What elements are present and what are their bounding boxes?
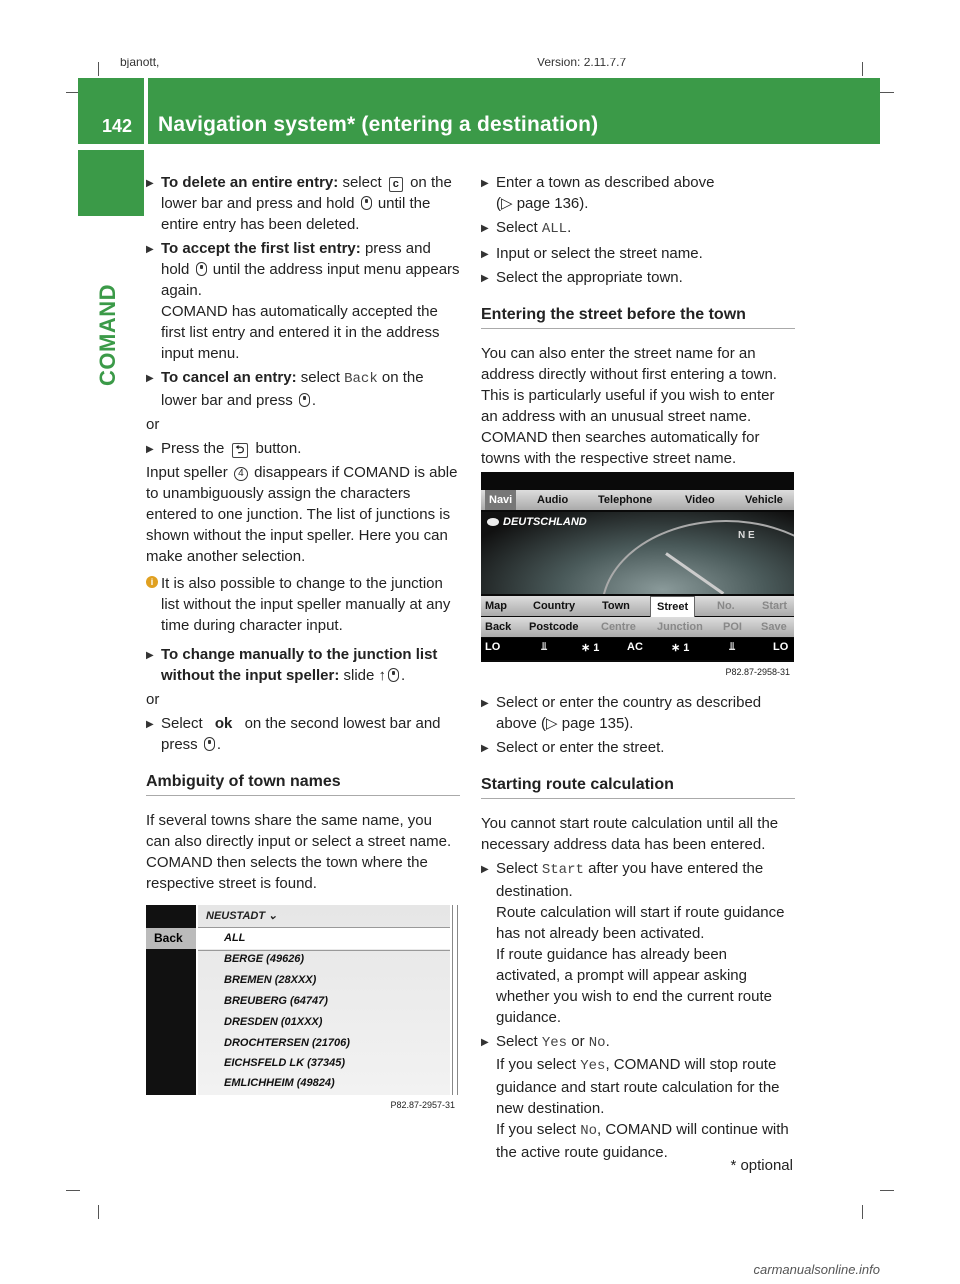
menu-junction[interactable]: Junction (657, 621, 703, 633)
callout-number: 4 (234, 467, 248, 481)
side-label: COMAND (95, 284, 120, 386)
list-item[interactable]: ALL (224, 932, 246, 944)
lower-bar (481, 617, 794, 637)
climate-status-bar (481, 638, 794, 660)
section-heading: Ambiguity of town names (146, 771, 460, 796)
info-text: It is also possible to change to the junction list without the input speller manually at any time during character input. (161, 575, 451, 634)
list-item[interactable]: EICHSFELD LK (37345) (224, 1057, 346, 1069)
text: If route guidance has already been activated, a prompt will appear asking whether you wish to end the current route guidance. (496, 946, 772, 1026)
divider (198, 950, 450, 951)
text: button. (255, 440, 302, 457)
text: Select (496, 860, 538, 877)
step (146, 438, 460, 459)
step: ▶ Select Yes or No. If you select Yes, COMAND will stop route guidance and start route calculation for the new destination. If you select No, COMAND will continue with the active route guidance. (481, 1031, 795, 1163)
text: on the lower bar and press (161, 369, 424, 409)
fan-left: ∗ 1 (581, 642, 600, 654)
step: ▶ To cancel an entry: select Back on the lower bar and press . (146, 367, 460, 411)
fan-right: ∗ 1 (671, 642, 690, 654)
text: on the lower bar and press and hold (161, 174, 452, 212)
compass-label: N E (738, 530, 755, 541)
text: , COMAND will stop route guidance and start route calculation for the new destination. (496, 1056, 780, 1117)
page-number-box (78, 78, 144, 144)
figure-caption: P82.87-2958-31 (725, 667, 790, 677)
menu-item-ref: Yes (541, 1035, 568, 1051)
info-note (146, 573, 460, 636)
step (146, 238, 460, 364)
text: press and hold (161, 240, 431, 278)
compass-dial (601, 520, 794, 594)
menu-map[interactable]: Map (485, 600, 507, 612)
text: COMAND has automatically accepted the first list entry and entered it in the address input menu. (161, 303, 440, 362)
paragraph: You cannot start route calculation until all the necessary address data has been entered. (481, 815, 779, 853)
text: If you select (496, 1121, 577, 1138)
page-number: 142 (102, 116, 133, 136)
list-item[interactable]: BREUBERG (64747) (224, 995, 328, 1007)
controller-press-icon (204, 737, 215, 751)
controller-press-icon (299, 393, 310, 407)
clear-key-icon: c (389, 177, 403, 192)
right-column-lower (481, 692, 795, 1166)
step: ▶ Select or enter the country as described above (▷ page 135). (481, 692, 795, 734)
paragraph: You can also enter the street name for an address directly without first entering a town. This is particularly useful if you wish to enter an address with an unusual street name. COMAND then searches automatically for towns with the respective street name. (481, 345, 777, 467)
watermark: carmanualsonline.info (753, 1262, 880, 1277)
step: ▶ Select ALL. (481, 217, 795, 240)
title-box (148, 78, 880, 144)
back-button[interactable]: Back (146, 928, 196, 949)
crop-mark (66, 1190, 80, 1191)
list-item[interactable]: EMLICHHEIM (49824) (224, 1077, 335, 1089)
tab-video[interactable]: Video (685, 494, 715, 506)
menu-item-ref: Back (344, 371, 378, 387)
step: ▶ Input or select the street name. (481, 243, 795, 264)
ac-label: AC (627, 641, 643, 653)
print-meta-left: bjanott, (120, 58, 160, 68)
menu-item-ref: No (580, 1123, 598, 1139)
crop-mark (880, 1190, 894, 1191)
menu-item-ref: Yes (580, 1058, 606, 1074)
print-meta-right: Version: 2.11.7.7 (537, 58, 627, 68)
step-heading: To change manually to the junction list without the input speller: (161, 646, 438, 684)
step (481, 858, 795, 1028)
main-tab-bar (481, 490, 794, 510)
text: Select (496, 219, 538, 236)
crop-mark (862, 62, 863, 76)
list-item[interactable]: DROCHTERSEN (21706) (224, 1037, 350, 1049)
paragraph: If several towns share the same name, you can also directly input or select a street name. COMAND then selects the town where the respective street is found. (146, 812, 452, 892)
or-text: or (146, 691, 160, 708)
back-button-icon: ⮌ (232, 443, 249, 458)
step-heading: To accept the first list entry: (161, 240, 361, 257)
controller-press-icon (361, 196, 372, 210)
menu-town[interactable]: Town (602, 600, 630, 612)
step (146, 172, 460, 235)
list-item[interactable]: BREMEN (28XXX) (224, 974, 317, 986)
footer-note: * optional (730, 1157, 793, 1174)
screenshot-town-list (146, 905, 459, 1110)
crop-mark (862, 1205, 863, 1219)
menu-centre[interactable]: Centre (601, 621, 636, 633)
text: Select (161, 715, 203, 732)
crop-mark (98, 62, 99, 76)
crop-mark (880, 92, 894, 93)
menu-save[interactable]: Save (761, 621, 787, 633)
country-badge-icon (487, 518, 499, 526)
left-column (146, 172, 460, 897)
page-title: Navigation system* (entering a destination) (158, 113, 599, 136)
text: select (342, 174, 382, 191)
header-bar (78, 78, 880, 144)
slide-up-icon: ↑ (378, 667, 387, 684)
menu-start[interactable]: Start (762, 600, 788, 612)
or-text: or (146, 416, 160, 433)
tab-audio[interactable]: Audio (537, 494, 569, 506)
menu-item-ref: Start (541, 862, 584, 878)
page-ref: (▷ page 136). (496, 195, 589, 212)
section-heading: Starting route calculation (481, 774, 795, 799)
menu-item-ref: ALL (541, 221, 568, 237)
seat-heat-left-icon: ⫫ (541, 641, 548, 653)
controller-icon (388, 668, 399, 682)
step-heading: To delete an entire entry: (161, 174, 339, 191)
info-icon: i (146, 576, 158, 588)
step: ▶ Select the appropriate town. (481, 267, 795, 288)
tab-navi[interactable]: Navi (485, 490, 516, 510)
figure-caption: P82.87-2957-31 (390, 1100, 455, 1110)
divider (198, 927, 450, 928)
text: until the address input menu appears again. (161, 261, 460, 299)
text: If you select (496, 1056, 577, 1073)
menu-item-ref: No (588, 1035, 606, 1051)
text: Route calculation will start if route guidance has not already been activated. (496, 904, 785, 942)
text: Press the (161, 440, 225, 457)
menu-back[interactable]: Back (485, 621, 512, 633)
menu-postcode[interactable]: Postcode (529, 621, 579, 633)
text: Enter a town as described above (496, 174, 715, 191)
paragraph (146, 462, 460, 567)
town-list (198, 905, 450, 1095)
text: Select (496, 1033, 538, 1050)
text: disappears if COMAND is able to unambiguously assign the characters entered to one junction. The list of junctions is shown without the input speller. Here you can make another selection. (146, 464, 458, 565)
text: select (300, 369, 340, 386)
temp-left: LO (485, 641, 501, 653)
text: on the second lowest bar and press (161, 715, 441, 753)
list-item[interactable]: BERGE (49626) (224, 953, 305, 965)
text: , COMAND will continue with the active route guidance. (496, 1121, 789, 1161)
text: Input speller (146, 464, 228, 481)
tab-telephone[interactable]: Telephone (598, 494, 653, 506)
right-column (481, 172, 795, 472)
text: after you have entered the destination. (496, 860, 764, 900)
scrollbar[interactable] (452, 905, 458, 1095)
tab-vehicle[interactable]: Vehicle (745, 494, 783, 506)
section-heading: Entering the street before the town (481, 304, 795, 329)
menu-number[interactable]: No. (717, 600, 735, 612)
side-tab (78, 150, 144, 216)
menu-street[interactable]: Street (650, 596, 695, 618)
temp-right: LO (773, 641, 789, 653)
step: ▶ Select or enter the street. (481, 737, 795, 758)
step: ▶ To change manually to the junction list without the input speller: slide ↑ . (146, 644, 460, 686)
text: slide (343, 667, 375, 684)
screenshot-nav-menu (481, 472, 794, 677)
step (481, 172, 795, 214)
crop-mark (98, 1205, 99, 1219)
step-heading: To cancel an entry: (161, 369, 297, 386)
text: until the entire entry has been deleted. (161, 195, 431, 233)
ok-icon: ok (214, 715, 233, 732)
menu-poi[interactable]: POI (723, 621, 742, 633)
step: ▶ Select ok on the second lowest bar and press . (146, 713, 460, 755)
controller-press-icon (196, 262, 207, 276)
seat-heat-right-icon: ⫫ (729, 641, 736, 653)
list-item[interactable]: DRESDEN (01XXX) (224, 1016, 323, 1028)
address-bar (481, 596, 794, 616)
compass-map (481, 512, 794, 594)
country-label: DEUTSCHLAND (503, 516, 587, 528)
list-header: NEUSTADT ⌄ (206, 910, 278, 922)
text: or (571, 1033, 585, 1050)
menu-country[interactable]: Country (533, 600, 576, 612)
